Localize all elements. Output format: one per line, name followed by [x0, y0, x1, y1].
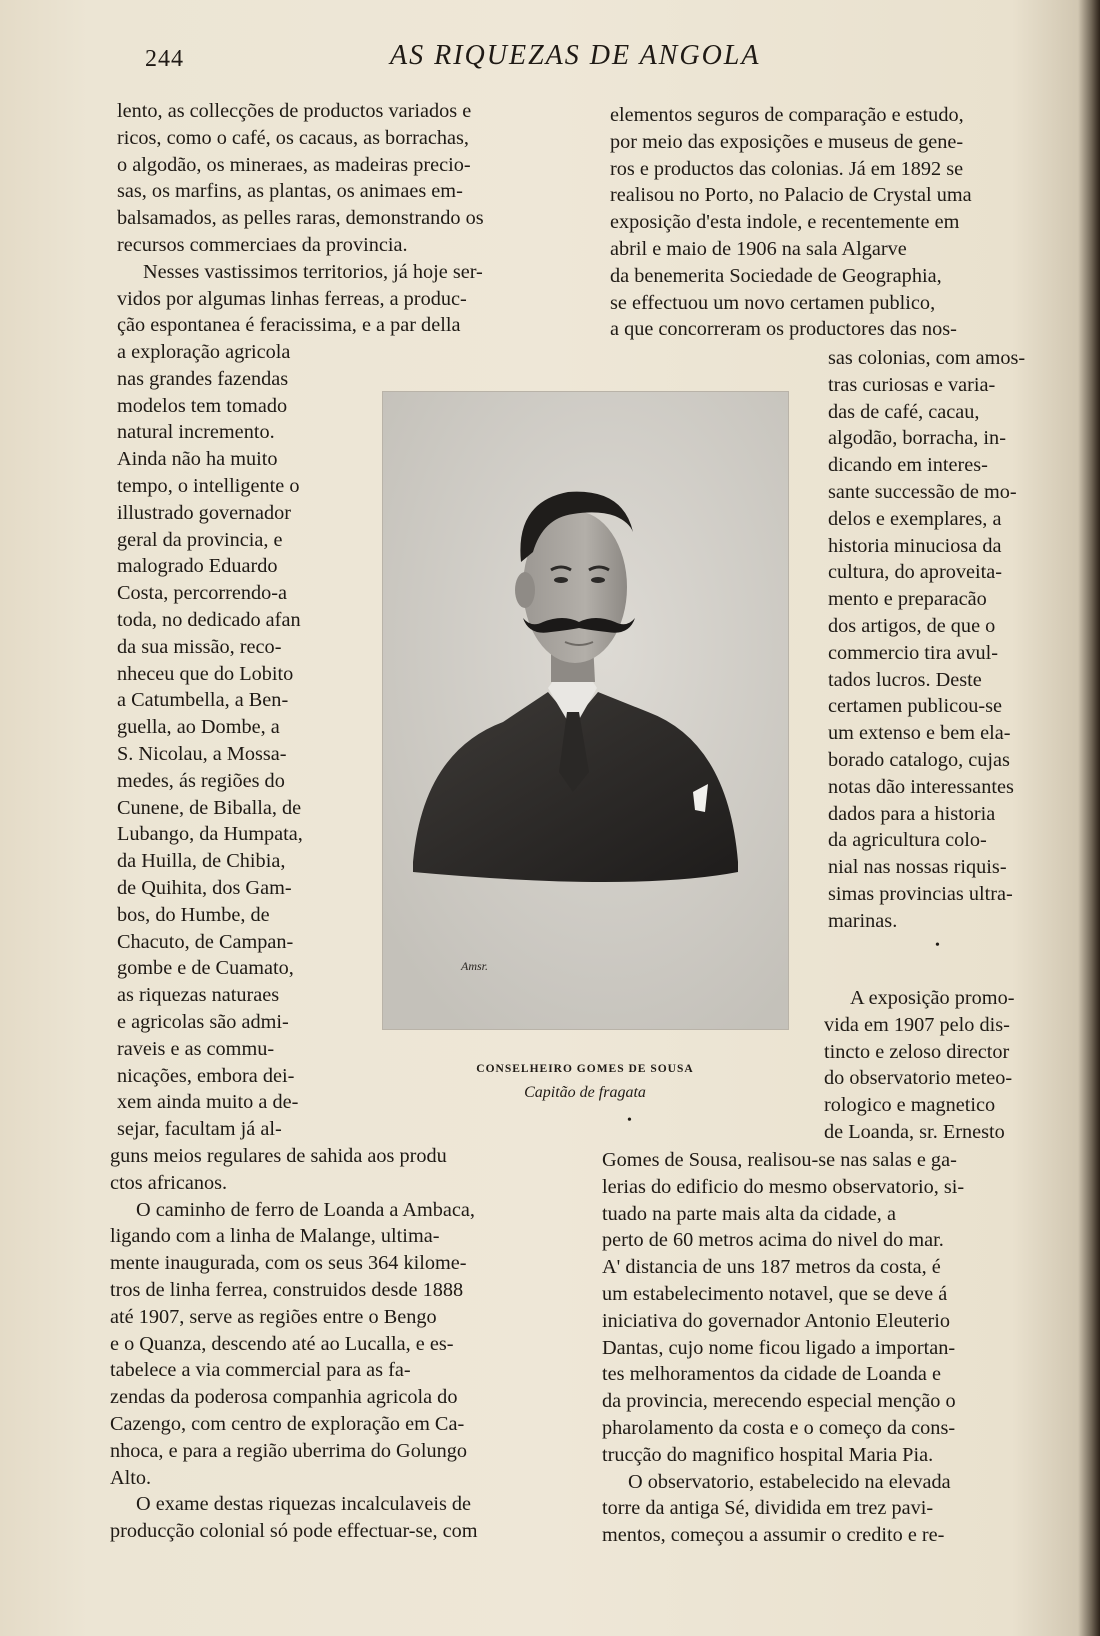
text-line: do observatorio meteo-	[824, 1067, 1013, 1090]
text-line: natural incremento.	[117, 421, 275, 444]
text-line: balsamados, as pelles raras, demonstrando os	[117, 207, 484, 230]
text-line: O observatorio, estabelecido na elevada	[628, 1470, 951, 1493]
text-line: producção colonial só pode effectuar-se, com	[110, 1520, 478, 1543]
text-line: elementos seguros de comparação e estudo,	[610, 104, 964, 126]
right-column-mid	[824, 985, 1049, 1146]
right-column-narrow	[828, 345, 1051, 935]
text-line: mente inaugurada, com os seus 364 kilome-	[110, 1252, 467, 1275]
text-line: raveis e as commu-	[117, 1037, 275, 1060]
text-line: commercio tira avul-	[828, 641, 999, 664]
text-line: e agricolas são admi-	[117, 1010, 289, 1033]
text-line: Chacuto, de Campan-	[117, 930, 294, 953]
text-line: nheceu que do Lobito	[117, 662, 294, 685]
text-line: um estabelecimento notavel, que se deve á	[602, 1282, 948, 1305]
text-line: da provincia, merecendo especial menção o	[602, 1390, 956, 1413]
text-line: O exame destas riquezas incalculaveis de	[136, 1493, 472, 1516]
text-line: vida em 1907 pelo dis-	[824, 1013, 1010, 1036]
text-line: tuado na parte mais alta da cidade, a	[602, 1202, 896, 1225]
text-line: ção espontanea é feracissima, e a par della	[117, 314, 461, 337]
page-number: 244	[145, 46, 184, 72]
text-line: gombe e de Cuamato,	[117, 957, 294, 980]
text-line: ros e productos das colonias. Já em 1892 se	[610, 157, 964, 180]
text-line: lento, as collecções de productos variados e	[117, 100, 472, 122]
text-line: dos artigos, de que o	[828, 614, 996, 637]
right-column-top	[610, 102, 1055, 343]
text-line: Dantas, cujo nome ficou ligado a importan-	[602, 1336, 956, 1359]
text-line: da Huilla, de Chibia,	[117, 850, 286, 873]
text-line: tincto e zeloso director	[824, 1040, 1010, 1063]
text-line: nhoca, e para a região uberrima do Golungo	[110, 1439, 468, 1462]
text-line: ligando com a linha de Malange, ultima-	[110, 1225, 440, 1248]
text-line: um extenso e bem ela-	[828, 722, 1011, 745]
text-line: realisou no Porto, no Palacio de Crystal uma	[610, 184, 972, 207]
text-line: Nesses vastissimos territorios, já hoje ser-	[143, 260, 483, 283]
text-line: se effectuou um novo certamen publico,	[610, 291, 936, 314]
text-line: da agricultura colo-	[828, 829, 987, 852]
text-line: sejar, facultam já al-	[117, 1118, 282, 1141]
text-line: delos e exemplares, a	[828, 507, 1002, 530]
text-line: a que concorreram os productores das nos-	[610, 318, 957, 341]
text-line: S. Nicolau, a Mossa-	[117, 742, 287, 765]
text-line: bos, do Humbe, de	[117, 903, 270, 926]
text-line: xem ainda muito a de-	[117, 1091, 299, 1114]
text-line: historia minuciosa da	[828, 534, 1002, 557]
text-line: tempo, o intelligente o	[117, 474, 300, 497]
text-line: até 1907, serve as regiões entre o Bengo	[110, 1305, 437, 1328]
text-line: o algodão, os mineraes, as madeiras precio-	[117, 153, 471, 176]
section-ornament: •	[935, 938, 940, 953]
text-line: pharolamento da costa e o começo da cons-	[602, 1416, 956, 1439]
text-line: trucção do magnifico hospital Maria Pia.	[602, 1443, 934, 1466]
text-line: ricos, como o café, os cacaus, as borrachas,	[117, 126, 469, 149]
text-line: lerias do edificio do mesmo observatorio, si-	[602, 1175, 965, 1198]
text-line: A exposição promo-	[850, 987, 1015, 1009]
page-header	[145, 40, 965, 80]
portrait-illustration	[383, 392, 788, 1029]
text-line: cultura, do aproveita-	[828, 561, 1003, 584]
text-line: da benemerita Sociedade de Geographia,	[610, 264, 942, 287]
text-line: modelos tem tomado	[117, 394, 288, 417]
photographer-signature: Amsr.	[461, 959, 489, 973]
text-line: iniciativa do governador Antonio Eleuterio	[602, 1309, 951, 1332]
text-line: Ainda não ha muito	[117, 448, 278, 471]
text-line: rologico e magnetico	[824, 1094, 996, 1117]
text-line: borado catalogo, cujas	[828, 748, 1010, 771]
text-line: simas provincias ultra-	[828, 882, 1013, 905]
right-column-bottom	[602, 1147, 1045, 1549]
text-line: malogrado Eduardo	[117, 555, 278, 578]
figure-caption-rank: Capitão de fragata	[524, 1084, 646, 1101]
text-line: ctos africanos.	[110, 1171, 228, 1194]
text-line: O caminho de ferro de Loanda a Ambaca,	[136, 1198, 475, 1221]
text-line: A' distancia de uns 187 metros da costa, é	[602, 1256, 941, 1279]
text-line: tros de linha ferrea, construidos desde 1888	[110, 1278, 464, 1301]
text-line: dicando em interes-	[828, 454, 988, 477]
text-line: da sua missão, reco-	[117, 635, 282, 658]
text-line: certamen publicou-se	[828, 695, 1003, 718]
text-line: sas, os marfins, as plantas, os animaes em-	[117, 180, 463, 203]
text-line: as riquezas naturaes	[117, 984, 280, 1007]
text-line: guella, ao Dombe, a	[117, 716, 280, 739]
text-line: perto de 60 metros acima do nivel do mar.	[602, 1229, 944, 1252]
page-edge-shadow	[1078, 0, 1100, 1636]
text-line: illustrado governador	[117, 501, 292, 524]
text-line: tados lucros. Deste	[828, 668, 982, 691]
left-column-narrow	[117, 339, 341, 1143]
text-line: nas grandes fazendas	[117, 367, 289, 390]
text-line: Costa, percorrendo-a	[117, 582, 288, 605]
text-line: exposição d'esta indole, e recentemente em	[610, 211, 960, 234]
portrait-photo	[382, 391, 789, 1030]
text-line: notas dão interessantes	[828, 775, 1014, 798]
text-line: Cunene, de Biballa, de	[117, 796, 302, 819]
text-line: tras curiosas e varia-	[828, 373, 996, 396]
text-line: Lubango, da Humpata,	[117, 823, 303, 846]
text-line: sante successão de mo-	[828, 480, 1017, 503]
text-line: a Catumbella, a Ben-	[117, 689, 289, 712]
text-line: mento e preparacão	[828, 588, 987, 611]
text-line: vidos por algumas linhas ferreas, a produc-	[117, 287, 467, 310]
text-line: a exploração agricola	[117, 341, 291, 363]
text-line: toda, no dedicado afan	[117, 608, 301, 631]
text-line: sas colonias, com amos-	[828, 347, 1026, 369]
text-line: de Quihita, dos Gam-	[117, 876, 292, 899]
text-line: Gomes de Sousa, realisou-se nas salas e ga-	[602, 1149, 957, 1171]
text-line: por meio das exposições e museus de gene-	[610, 130, 964, 153]
text-line: e o Quanza, descendo até ao Lucalla, e es-	[110, 1332, 454, 1355]
text-line: guns meios regulares de sahida aos produ	[110, 1145, 447, 1167]
text-line: das de café, cacau,	[828, 400, 980, 423]
text-line: abril e maio de 1906 na sala Algarve	[610, 237, 907, 260]
text-line: dados para a historia	[828, 802, 996, 825]
text-line: medes, ás regiões do	[117, 769, 285, 792]
text-line: de Loanda, sr. Ernesto	[824, 1120, 1005, 1143]
running-title: AS RIQUEZAS DE ANGOLA	[390, 40, 761, 71]
text-line: tabelece a via commercial para as fa-	[110, 1359, 411, 1382]
text-line: algodão, borracha, in-	[828, 427, 1006, 450]
text-line: mentos, começou a assumir o credito e re-	[602, 1524, 945, 1547]
text-line: torre da antiga Sé, dividida em trez pavi-	[602, 1497, 934, 1520]
text-line: Cazengo, com centro de exploração em Ca-	[110, 1412, 465, 1435]
text-line: recursos commerciaes da provincia.	[117, 233, 408, 256]
text-line: nial nas nossas riquis-	[828, 856, 1007, 879]
left-column-top	[117, 98, 569, 339]
left-column-bottom	[110, 1143, 558, 1545]
text-line: nicações, embora dei-	[117, 1064, 295, 1087]
text-line: marinas.	[828, 909, 898, 932]
text-line: tes melhoramentos da cidade de Loanda e	[602, 1363, 942, 1386]
text-line: geral da provincia, e	[117, 528, 283, 551]
figure-caption-name: CONSELHEIRO GOMES DE SOUSA	[476, 1063, 694, 1075]
text-line: zendas da poderosa companhia agricola do	[110, 1386, 458, 1409]
figure-ornament: •	[627, 1113, 632, 1128]
text-line: Alto.	[110, 1466, 152, 1489]
